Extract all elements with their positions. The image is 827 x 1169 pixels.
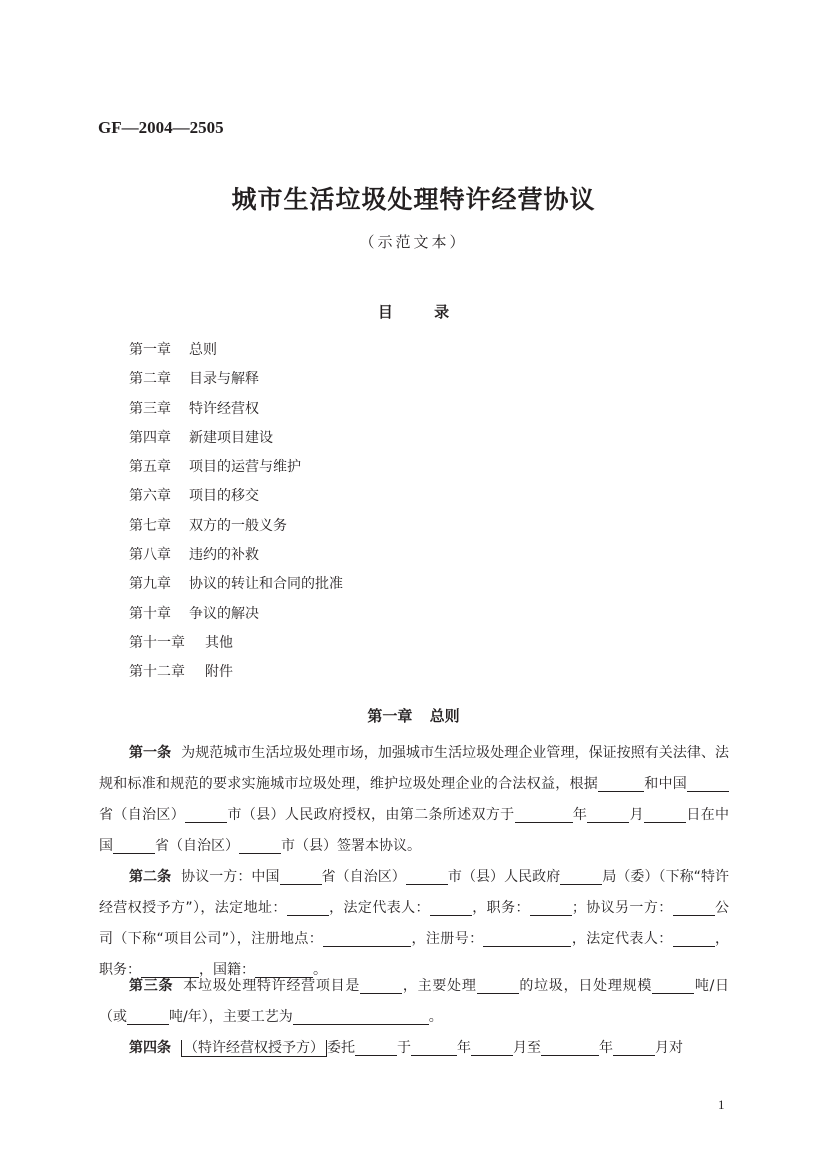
article-text: 省（自治区）	[99, 807, 186, 823]
toc-chapter-title: 项目的运营与维护	[189, 459, 301, 476]
article-text: ，职务：	[471, 900, 530, 916]
article-text: ，法定代表人：	[571, 931, 673, 947]
fill-blank[interactable]	[185, 806, 227, 823]
fill-blank[interactable]	[687, 775, 729, 792]
fill-blank[interactable]	[560, 868, 602, 885]
article-text: 局（委）（下称“特许经营权授予方”），法定地址：	[99, 869, 730, 916]
toc-chapter-title: 新建项目建设	[189, 429, 273, 446]
page-number: 1	[718, 1097, 725, 1112]
fill-blank[interactable]	[598, 775, 644, 792]
article-text: 于	[397, 1040, 411, 1056]
granting-party-label: （特许经营权授予方）	[181, 1040, 327, 1057]
toc-item[interactable]	[129, 516, 343, 545]
article-text: 本垃圾处理特许经营项目是	[183, 978, 361, 994]
fill-blank[interactable]	[471, 1039, 513, 1056]
article-text: 吨/日（或	[99, 978, 730, 1025]
article-text: 的垃圾，日处理规模	[518, 978, 653, 994]
article-4	[99, 1033, 729, 1064]
toc-chapter-number: 第六章	[129, 488, 171, 505]
toc-chapter-title: 其他	[205, 634, 233, 651]
article-text: 委托	[327, 1040, 355, 1056]
toc-item[interactable]	[129, 604, 343, 633]
table-of-contents	[129, 340, 343, 692]
toc-chapter-title: 附件	[205, 664, 233, 681]
article-number: 第二条	[129, 869, 172, 885]
fill-blank[interactable]	[355, 1039, 397, 1056]
article-text: ，主要处理	[402, 978, 477, 994]
fill-blank[interactable]	[515, 806, 573, 823]
fill-blank[interactable]	[652, 977, 694, 994]
toc-item[interactable]	[129, 574, 343, 603]
article-text: 年	[599, 1040, 613, 1056]
toc-chapter-number: 第八章	[129, 547, 171, 564]
article-text: 市（县）人民政府	[447, 869, 561, 885]
article-text: 月至	[513, 1040, 541, 1056]
toc-chapter-number: 第三章	[129, 400, 171, 417]
toc-chapter-number: 第十章	[129, 605, 171, 622]
article-text: 市（县）人民政府授权，由第二条所述双方于	[227, 807, 515, 823]
fill-blank[interactable]	[293, 1008, 429, 1025]
document-subtitle: （示范文本）	[359, 233, 468, 251]
article-text: 日在中国	[99, 807, 730, 854]
fill-blank[interactable]	[323, 930, 411, 947]
article-text: ，职务：	[99, 931, 729, 978]
article-text: 和中国	[643, 776, 688, 792]
toc-item[interactable]	[129, 340, 343, 369]
fill-blank[interactable]	[541, 1039, 599, 1056]
chapter-heading: 第一章 总则	[367, 707, 460, 725]
article-text: 月对	[655, 1040, 683, 1056]
fill-blank[interactable]	[673, 930, 715, 947]
fill-blank[interactable]	[673, 899, 715, 916]
fill-blank[interactable]	[411, 1039, 457, 1056]
toc-chapter-title: 双方的一般义务	[189, 517, 287, 534]
article-text: ，国籍：	[199, 962, 255, 978]
toc-chapter-number: 第十二章	[129, 664, 185, 681]
article-1	[99, 738, 729, 862]
fill-blank[interactable]	[430, 899, 472, 916]
fill-blank[interactable]	[477, 977, 519, 994]
toc-chapter-number: 第七章	[129, 517, 171, 534]
toc-item[interactable]	[129, 545, 343, 574]
article-text: 年	[457, 1040, 471, 1056]
article-3	[99, 971, 729, 1033]
article-text: 。	[428, 1009, 443, 1025]
article-2	[99, 862, 729, 986]
article-text: 吨/年），主要工艺为	[169, 1009, 293, 1025]
toc-heading: 目 录	[377, 303, 468, 321]
toc-chapter-title: 争议的解决	[189, 605, 259, 622]
toc-chapter-title: 特许经营权	[189, 400, 259, 417]
document-title: 城市生活垃圾处理特许经营协议	[231, 185, 596, 214]
article-number: 第三条	[129, 978, 174, 994]
document-code: GF—2004—2505	[98, 118, 224, 137]
fill-blank[interactable]	[360, 977, 402, 994]
toc-chapter-number: 第九章	[129, 576, 171, 593]
toc-chapter-title: 项目的移交	[189, 488, 259, 505]
fill-blank[interactable]	[530, 899, 572, 916]
article-text: 公司（下称“项目公司”），注册地点：	[99, 900, 730, 947]
toc-item[interactable]	[129, 633, 343, 662]
article-number: 第四条	[129, 1040, 171, 1056]
article-text: ，法定代表人：	[328, 900, 430, 916]
toc-item[interactable]	[129, 369, 343, 398]
toc-item[interactable]	[129, 457, 343, 486]
article-text: 年	[572, 807, 588, 823]
fill-blank[interactable]	[644, 806, 686, 823]
fill-blank[interactable]	[483, 930, 571, 947]
fill-blank[interactable]	[406, 868, 448, 885]
toc-chapter-number: 第十一章	[129, 634, 185, 651]
fill-blank[interactable]	[127, 1008, 169, 1025]
toc-chapter-number: 第四章	[129, 429, 171, 446]
fill-blank[interactable]	[239, 837, 281, 854]
fill-blank[interactable]	[287, 899, 329, 916]
article-number: 第一条	[129, 745, 172, 761]
toc-chapter-number: 第一章	[129, 342, 171, 358]
toc-chapter-title: 目录与解释	[189, 371, 259, 388]
toc-chapter-number: 第二章	[129, 371, 171, 388]
toc-item[interactable]	[129, 428, 343, 457]
toc-item[interactable]	[129, 662, 343, 691]
toc-chapter-title: 总则	[189, 342, 217, 358]
toc-chapter-title: 协议的转让和合同的批准	[189, 576, 343, 593]
article-text: ，注册号：	[411, 931, 484, 947]
toc-item[interactable]	[129, 399, 343, 428]
fill-blank[interactable]	[280, 868, 322, 885]
fill-blank[interactable]	[113, 837, 155, 854]
fill-blank[interactable]	[613, 1039, 655, 1056]
toc-chapter-number: 第五章	[129, 459, 171, 476]
article-text: ；协议另一方：	[571, 900, 673, 916]
toc-chapter-title: 违约的补救	[189, 547, 259, 564]
article-text: 省（自治区）	[321, 869, 406, 885]
article-text: 为规范城市生活垃圾处理市场，加强城市生活垃圾处理企业管理，保证按照有关法律、法规和标准和规范的要求实施城市垃圾处理，维护垃圾处理企业的合法权益，根据	[99, 745, 730, 792]
article-text: 省（自治区）	[155, 838, 239, 854]
fill-blank[interactable]	[587, 806, 629, 823]
article-text: 。	[313, 962, 327, 978]
article-text: 协议一方：中国	[181, 869, 280, 885]
article-text: 市（县）签署本协议。	[281, 838, 421, 854]
article-text: 月	[629, 807, 644, 823]
toc-item[interactable]	[129, 486, 343, 515]
